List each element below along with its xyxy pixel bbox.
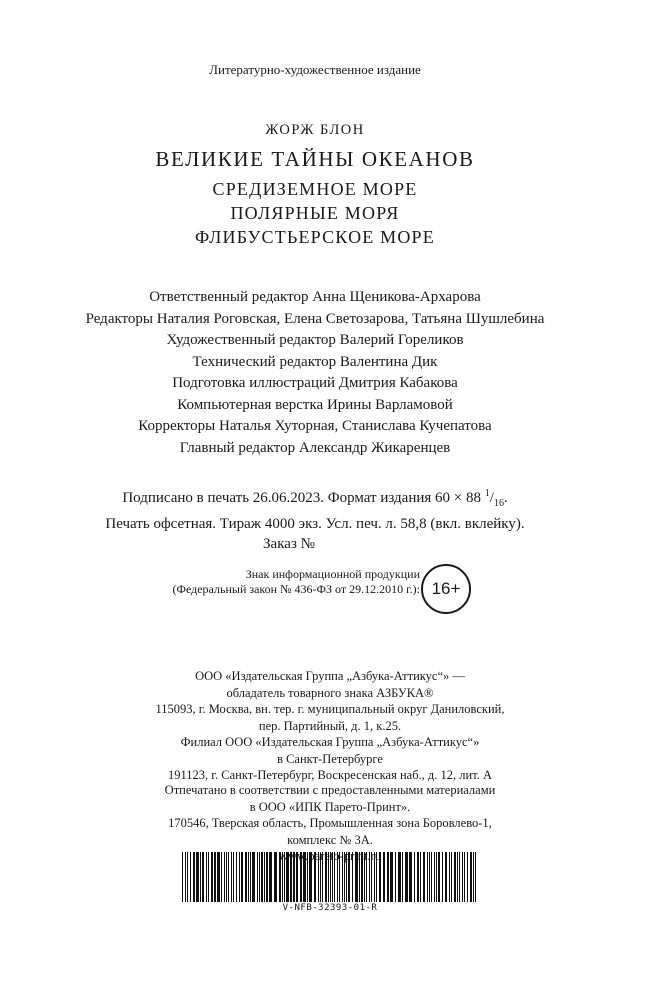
barcode-bar (451, 852, 452, 902)
barcode-bar (239, 852, 240, 902)
barcode-bar (475, 852, 476, 902)
age-rating-label: 16+ (431, 579, 461, 598)
book-subtitle: ФЛИБУСТЬЕРСКОЕ МОРЕ (195, 227, 435, 247)
barcode-bar (228, 852, 229, 902)
barcode-bar (464, 852, 465, 902)
barcode-bar (398, 852, 401, 902)
barcode-bar (334, 852, 335, 902)
barcode-bar (342, 852, 343, 902)
barcode-bar (459, 852, 460, 902)
barcode-bar (332, 852, 333, 902)
barcode-bar (314, 852, 316, 902)
barcode-bar (346, 852, 347, 902)
barcode-bar (274, 852, 277, 902)
barcode-bar (236, 852, 237, 902)
barcode-bar (211, 852, 213, 902)
barcode-bar (361, 852, 363, 902)
barcode-bar (414, 852, 415, 902)
barcode-bar (217, 852, 220, 902)
barcode-bar (231, 852, 232, 902)
age-rating-badge (421, 564, 471, 614)
barcode-bar (390, 852, 393, 902)
barcode-bar (196, 852, 199, 902)
barcode-bar (303, 852, 306, 902)
barcode-bar (182, 852, 183, 902)
chief-editor: Главный редактор Александр Жикаренцев (179, 440, 451, 456)
publisher-line: 115093, г. Москва, вн. тер. г. муниципальный округ Даниловский, (155, 702, 505, 716)
barcode-code: V-NFB-32393-01-R (282, 903, 378, 913)
barcode-bar (241, 852, 243, 902)
barcode-bar (233, 852, 234, 902)
barcode-bar (226, 852, 227, 902)
barcode-bar (445, 852, 447, 902)
barcode-bar (376, 852, 377, 902)
barcode-bar (224, 852, 225, 902)
barcode-bar (202, 852, 204, 902)
branch-line: 191123, г. Санкт-Петербург, Воскресенская наб., д. 12, лит. А (167, 768, 493, 782)
barcode-bar (352, 852, 353, 902)
barcode-bar (420, 852, 421, 902)
barcode-bar (293, 852, 295, 902)
barcode-bar (344, 852, 345, 902)
barcode-bar (438, 852, 440, 902)
book-subtitle: СРЕДИЗЕМНОЕ МОРЕ (212, 179, 418, 199)
printer-line: комплекс № 3А. (287, 832, 373, 847)
barcode-bar (214, 852, 216, 902)
barcode-bar (248, 852, 249, 902)
barcode-bar (442, 852, 443, 902)
barcode-bar (259, 852, 260, 902)
barcode-bar (250, 852, 251, 902)
barcode-bar (266, 852, 268, 902)
barcode-bar (383, 852, 385, 902)
barcode-bar (449, 852, 450, 902)
barcode-bar (325, 852, 327, 902)
barcode-bar (395, 852, 396, 902)
order-number-line: Заказ № (263, 536, 315, 552)
print-info (0, 484, 630, 554)
barcode-bar (187, 852, 188, 902)
info-sign-title: Знак информационной продукции (245, 567, 420, 581)
info-product-sign (150, 567, 420, 597)
author-name: ЖОРЖ БЛОН (265, 122, 365, 138)
credit-line: Корректоры Наталья Хуторная, Станислава Кучепатова (138, 418, 492, 434)
barcode-bar (200, 852, 201, 902)
barcode-bar (221, 852, 222, 902)
info-sign-law: (Федеральный закон № 436-ФЗ от 29.12.2010 г.): (172, 582, 420, 596)
barcode-bar (470, 852, 472, 902)
barcode-bar (409, 852, 412, 902)
barcode-bar (286, 852, 289, 902)
printer-line: в ООО «ИПК Парето-Принт». (249, 799, 411, 814)
publisher-line: пер. Партийный, д. 1, к.25. (258, 718, 402, 733)
barcode-bar (427, 852, 428, 902)
barcode-bar (307, 852, 308, 902)
barcode-bar (322, 852, 323, 902)
barcode-bar (467, 852, 468, 902)
barcode-bar (261, 852, 263, 902)
barcode-bar (462, 852, 463, 902)
barcode-bar (318, 852, 319, 902)
publisher-line: обладатель товарного знака АЗБУКА® (226, 685, 434, 700)
printer-line: 170546, Тверская область, Промышленная зона Боровлево-1, (168, 816, 492, 830)
barcode-bar (417, 852, 419, 902)
barcode-bar (364, 852, 365, 902)
book-subtitle: ПОЛЯРНЫЕ МОРЯ (230, 203, 400, 223)
credit-line: Ответственный редактор Анна Щеникова-Архарова (149, 289, 481, 305)
barcode-bar (473, 852, 474, 902)
credit-line: Технический редактор Валентина Дик (192, 353, 438, 370)
barcode-icon (180, 852, 480, 902)
publisher-line: ООО «Издательская Группа „Азбука-Аттикус“» — (195, 669, 465, 683)
barcode-bar (436, 852, 437, 902)
barcode-bar (339, 852, 340, 902)
barcode-bar (190, 852, 191, 902)
print-format-text: Подписано в печать 26.06.2023. Формат издания 60 × 88 (122, 490, 485, 506)
format-denominator: 16 (493, 498, 504, 509)
barcode-bar (330, 852, 331, 902)
barcode-bar (379, 852, 381, 902)
print-run-line: Печать офсетная. Тираж 4000 экз. Усл. печ. л. 58,8 (вкл. вклейку). (105, 516, 525, 532)
barcode-bar (328, 852, 329, 902)
barcode-bar (337, 852, 338, 902)
barcode-bar (371, 852, 372, 902)
barcode-bar (269, 852, 272, 902)
print-format-line (0, 484, 630, 514)
book-title: ВЕЛИКИЕ ТАЙНЫ ОКЕАНОВ (155, 147, 475, 171)
branch-line: Филиал ООО «Издательская Группа „Азбука-Аттикус“» (180, 735, 480, 749)
format-slash: / (489, 490, 494, 506)
credit-line: Подготовка иллюстраций Дмитрия Кабакова (172, 375, 458, 391)
barcode-bar (374, 852, 375, 902)
format-period: . (503, 490, 508, 506)
barcode-bar (429, 852, 430, 902)
barcode-bar (185, 852, 186, 902)
barcode-bar (423, 852, 425, 902)
publisher-block (0, 668, 660, 734)
branch-line: в Санкт-Петербурге (277, 751, 383, 766)
barcode-bar (355, 852, 358, 902)
barcode-bar (457, 852, 458, 902)
barcode-bar (208, 852, 209, 902)
barcode-bar (454, 852, 456, 902)
barcode-bar (193, 852, 195, 902)
barcode-bar (309, 852, 312, 902)
credit-line: Художественный редактор Валерий Гореликов (166, 332, 464, 348)
barcode-bar (434, 852, 435, 902)
barcode-bar (359, 852, 360, 902)
barcode-bar (284, 852, 285, 902)
edition-type: Литературно-художественное издание (209, 62, 421, 77)
credit-line: Компьютерная верстка Ирины Варламовой (177, 396, 453, 413)
barcode-bar (264, 852, 265, 902)
barcode-bar (257, 852, 258, 902)
barcode (180, 852, 480, 910)
barcode-bar (206, 852, 207, 902)
barcode-bar (369, 852, 370, 902)
barcode-bar (296, 852, 298, 902)
credit-line: Редакторы Наталия Роговская, Елена Светозарова, Татьяна Шушлебина (85, 310, 545, 327)
barcode-bar (431, 852, 432, 902)
barcode-bar (387, 852, 389, 902)
barcode-bar (290, 852, 292, 902)
barcode-bar (348, 852, 350, 902)
barcode-bar (245, 852, 247, 902)
branch-block (0, 734, 660, 784)
barcode-bar (252, 852, 255, 902)
barcode-bar (320, 852, 321, 902)
barcode-bar (405, 852, 408, 902)
barcode-bar (282, 852, 283, 902)
barcode-bar (279, 852, 281, 902)
barcode-bar (300, 852, 302, 902)
printer-line: Отпечатано в соответствии с предоставленными материалами (164, 783, 496, 797)
barcode-bar (402, 852, 403, 902)
credits-list (0, 287, 630, 438)
format-numerator: 1 (484, 488, 490, 499)
barcode-bar (366, 852, 367, 902)
